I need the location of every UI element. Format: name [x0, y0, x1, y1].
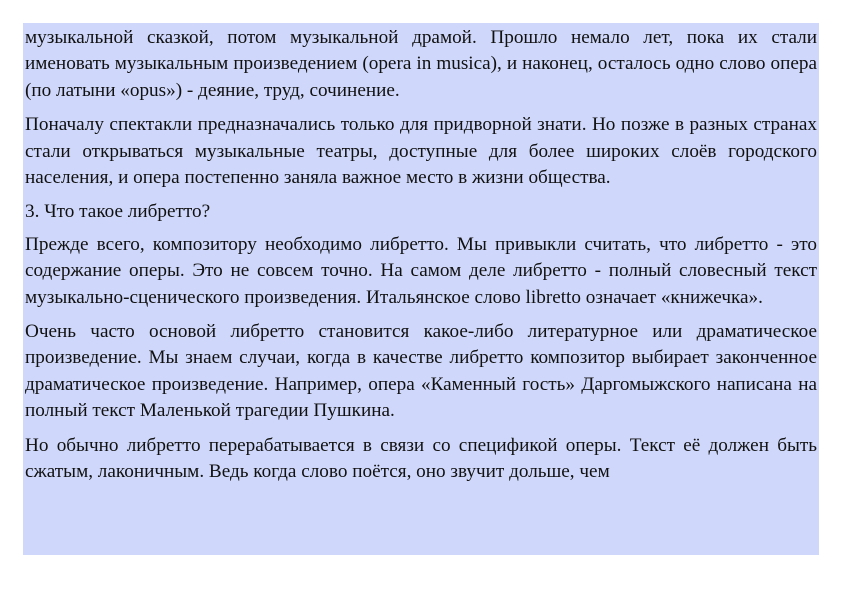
- section-heading-libretto: 3. Что такое либретто?: [25, 201, 211, 223]
- paragraph-opera-name-origin: музыкальной сказкой, потом музыкальной драмой. Прошло немало лет, пока их стали именовать музыкальным произведением (opera in musica), и наконец, осталось одно слово опера (по латыни «opus») - деяние, труд, сочинение.: [25, 27, 817, 101]
- paragraph-opera-society: Поначалу спектакли предназначались только для придворной знати. Но позже в разных странах стали открываться музыкальные театры, доступные для более широких слоёв городского населения, и опера постепенно заняла важное место в жизни общества.: [25, 114, 817, 189]
- paragraph-libretto-adaptation: Но обычно либретто перерабатывается в связи со спецификой оперы. Текст её должен быть сжатым, лаконичным. Ведь когда слово поётся, оно звучит дольше, чем: [25, 434, 817, 483]
- text-block: [23, 23, 819, 555]
- paragraph-libretto-sources: Очень часто основой либретто становится какое-либо литературное или драматическое произведение. Мы знаем случаи, когда в качестве либретто композитор выбирает законченное драматическое произведение. Например, опера «Каменный гость» Даргомыжского написана на полный текст Маленькой трагедии Пушкина.: [25, 321, 817, 422]
- paragraph-libretto-definition: Прежде всего, композитору необходимо либретто. Мы привыкли считать, что либретто - это содержание оперы. Это не совсем точно. На самом деле либретто - полный словесный текст музыкально-сценического произведения. Итальянское слово libretto означает «книжечка».: [25, 233, 817, 308]
